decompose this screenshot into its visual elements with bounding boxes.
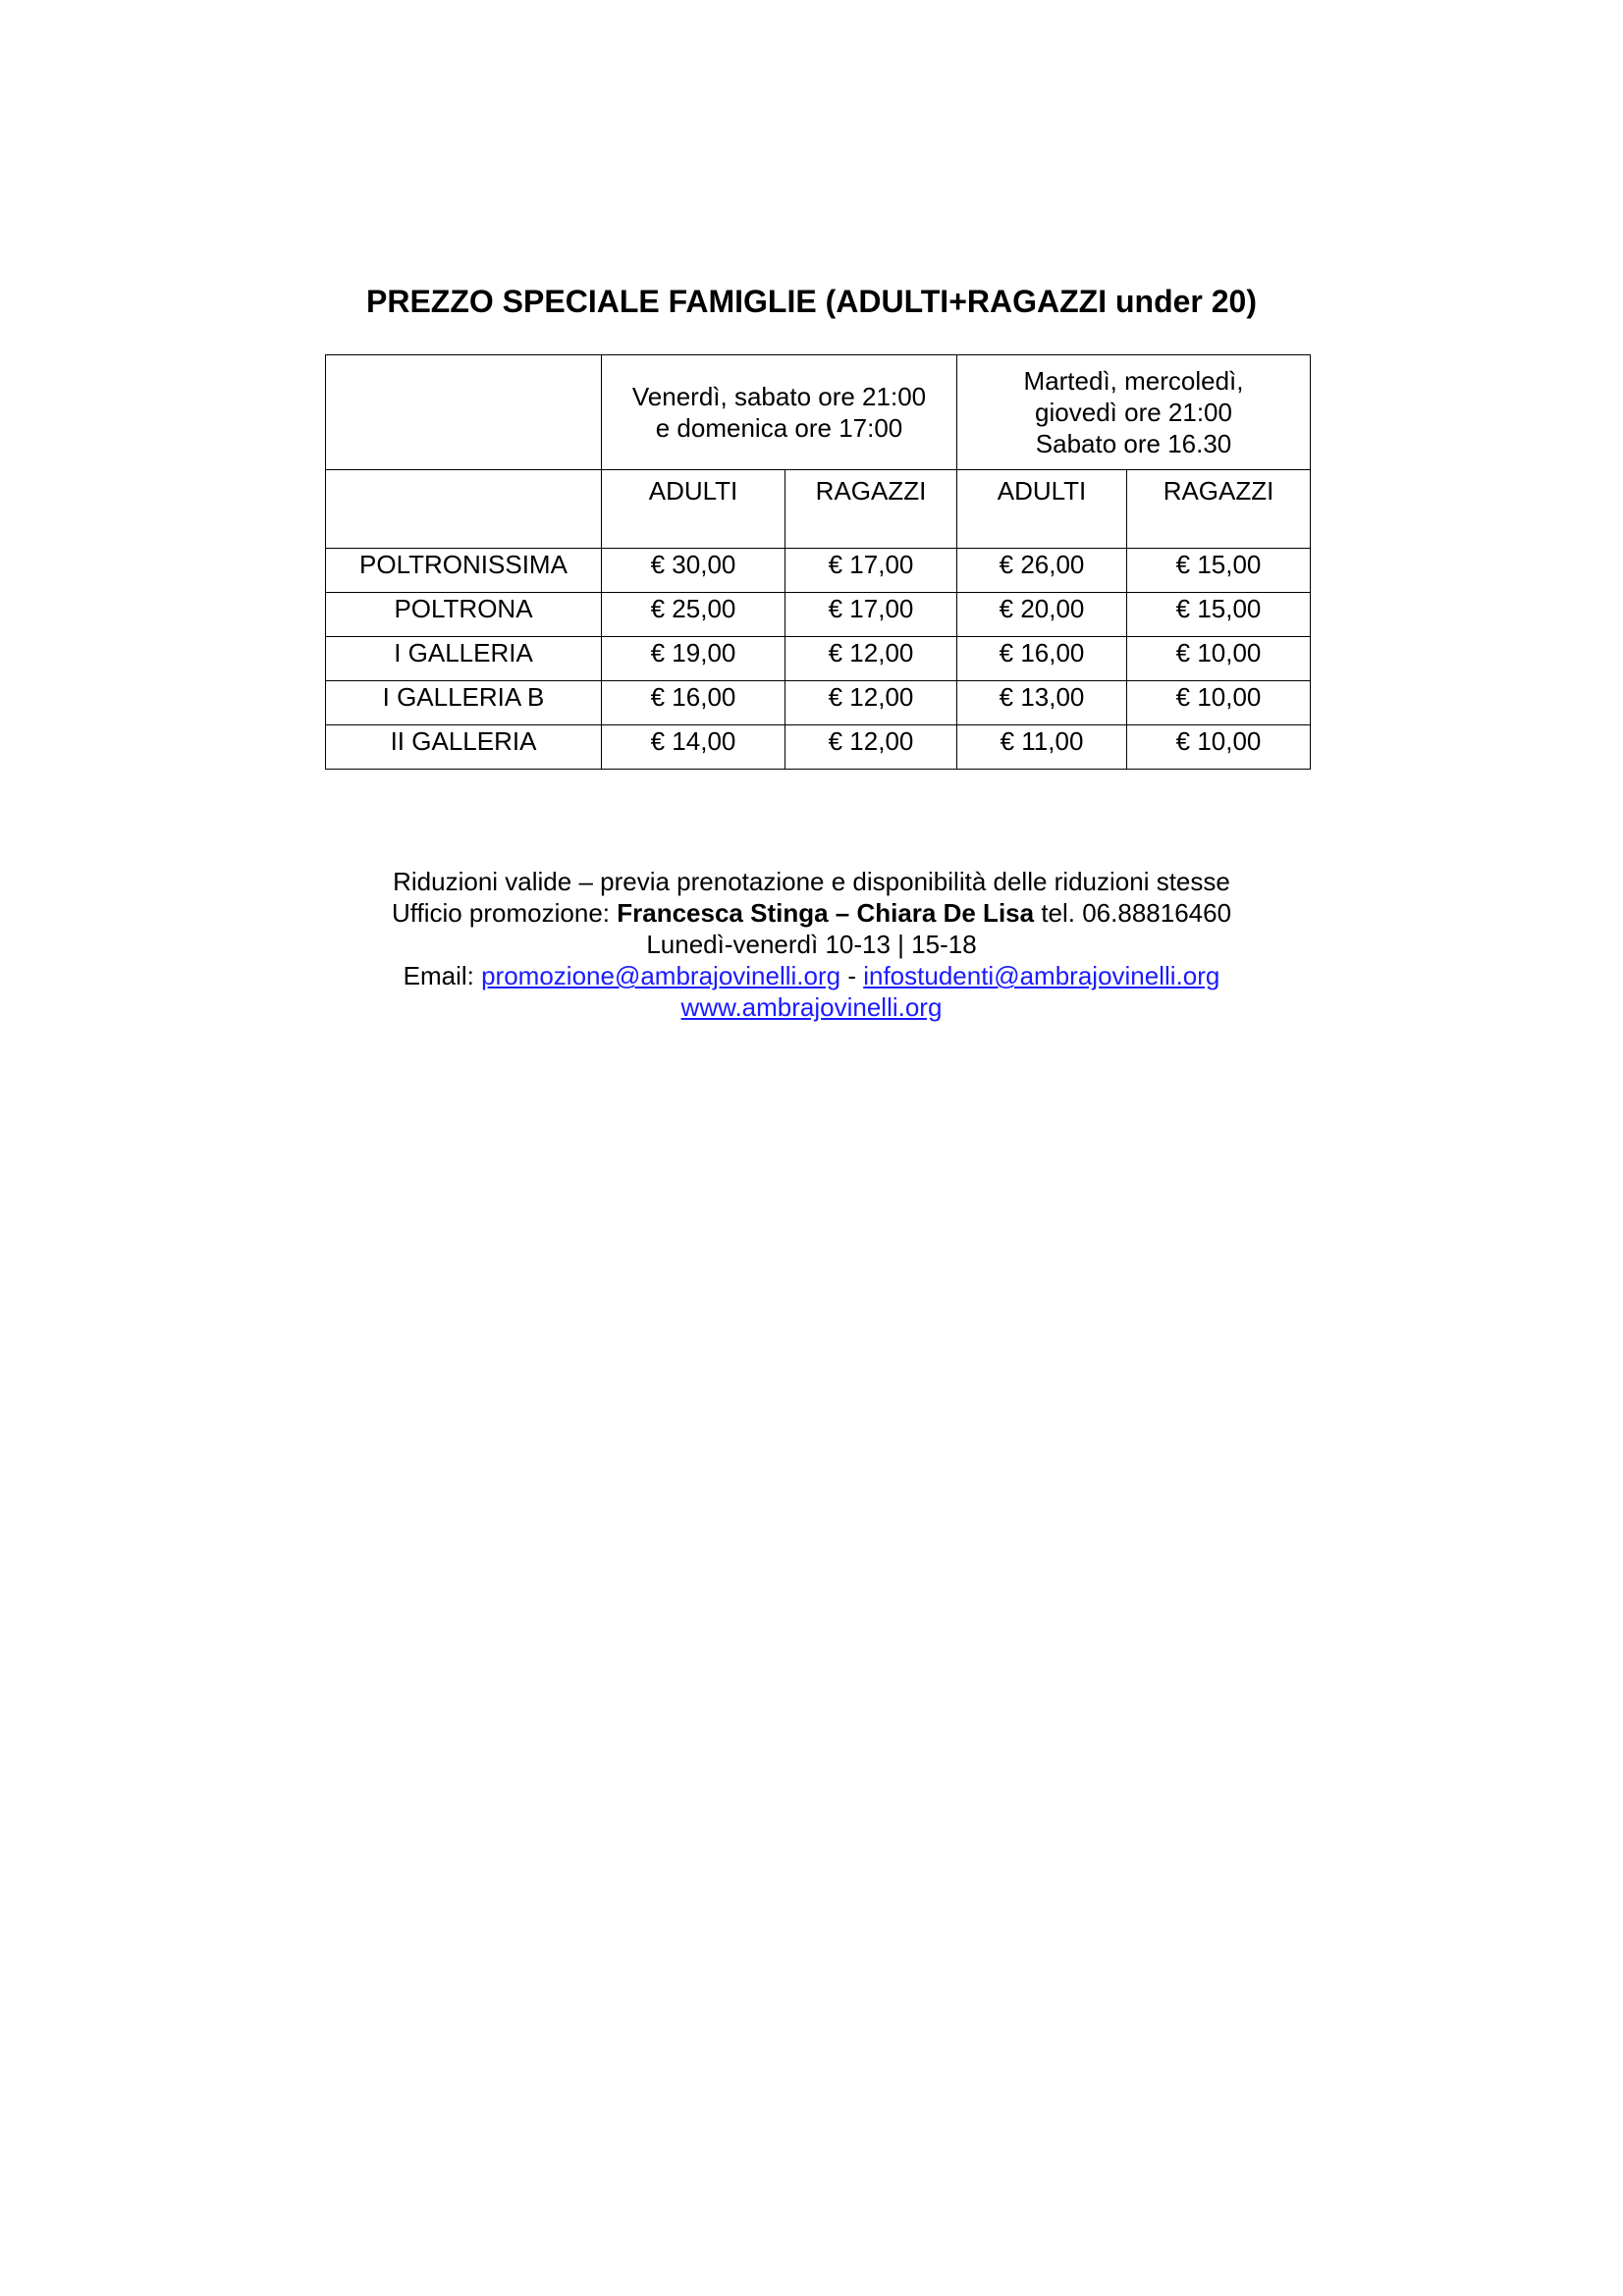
price-cell: € 12,00: [785, 637, 957, 681]
sub-header-cell: RAGAZZI: [1127, 470, 1311, 549]
price-cell: € 10,00: [1127, 681, 1311, 725]
table-row: [326, 725, 1311, 770]
price-cell: € 16,00: [602, 681, 785, 725]
price-cell: € 11,00: [957, 725, 1127, 770]
price-cell: € 12,00: [785, 681, 957, 725]
sub-header-row: [326, 470, 1311, 549]
sub-header-cell: ADULTI: [602, 470, 785, 549]
email-link-infostudenti[interactable]: infostudenti@ambrajovinelli.org: [863, 961, 1220, 990]
row-label: POLTRONA: [326, 593, 602, 637]
email-separator: -: [840, 961, 864, 990]
price-cell: € 16,00: [957, 637, 1127, 681]
group-header-line: Sabato ore 16.30: [1035, 429, 1232, 458]
office-names: Francesca Stinga – Chiara De Lisa: [617, 898, 1035, 928]
price-cell: € 14,00: [602, 725, 785, 770]
group-header-weekend: [602, 355, 957, 470]
office-label: Ufficio promozione:: [391, 898, 618, 928]
group-header-line: Martedì, mercoledì,: [1023, 366, 1244, 396]
website-link[interactable]: www.ambrajovinelli.org: [680, 992, 943, 1022]
sub-header-cell: RAGAZZI: [785, 470, 957, 549]
table-row: [326, 593, 1311, 637]
email-label: Email:: [403, 961, 482, 990]
contact-footer: [0, 866, 1623, 1023]
reductions-note: Riduzioni valide – previa prenotazione e disponibilità delle riduzioni stesse: [393, 867, 1230, 896]
price-cell: € 26,00: [957, 549, 1127, 593]
email-link-promozione[interactable]: promozione@ambrajovinelli.org: [481, 961, 841, 990]
row-label: II GALLERIA: [326, 725, 602, 770]
price-cell: € 10,00: [1127, 725, 1311, 770]
office-phone: tel. 06.88816460: [1034, 898, 1232, 928]
price-cell: € 12,00: [785, 725, 957, 770]
row-label: POLTRONISSIMA: [326, 549, 602, 593]
row-label: I GALLERIA B: [326, 681, 602, 725]
group-header-line: e domenica ore 17:00: [655, 413, 903, 443]
empty-corner-cell: [326, 355, 602, 470]
price-cell: € 10,00: [1127, 637, 1311, 681]
price-cell: € 30,00: [602, 549, 785, 593]
empty-label-cell: [326, 470, 602, 549]
office-hours: Lunedì-venerdì 10-13 | 15-18: [646, 930, 977, 959]
table-row: [326, 549, 1311, 593]
page-title: PREZZO SPECIALE FAMIGLIE (ADULTI+RAGAZZI under 20): [366, 284, 1257, 319]
group-header-row: [326, 355, 1311, 470]
website-line: [0, 991, 1623, 1023]
price-cell: € 17,00: [785, 549, 957, 593]
price-cell: € 15,00: [1127, 549, 1311, 593]
group-header-line: giovedì ore 21:00: [1035, 398, 1232, 427]
email-line: [0, 960, 1623, 991]
price-cell: € 17,00: [785, 593, 957, 637]
price-cell: € 25,00: [602, 593, 785, 637]
price-cell: € 15,00: [1127, 593, 1311, 637]
price-cell: € 19,00: [602, 637, 785, 681]
price-cell: € 13,00: [957, 681, 1127, 725]
table-row: [326, 681, 1311, 725]
sub-header-cell: ADULTI: [957, 470, 1127, 549]
table-row: [326, 637, 1311, 681]
office-line: [0, 897, 1623, 929]
price-table: [325, 354, 1311, 770]
price-cell: € 20,00: [957, 593, 1127, 637]
row-label: I GALLERIA: [326, 637, 602, 681]
group-header-weekday: [957, 355, 1311, 470]
group-header-line: Venerdì, sabato ore 21:00: [631, 382, 927, 411]
